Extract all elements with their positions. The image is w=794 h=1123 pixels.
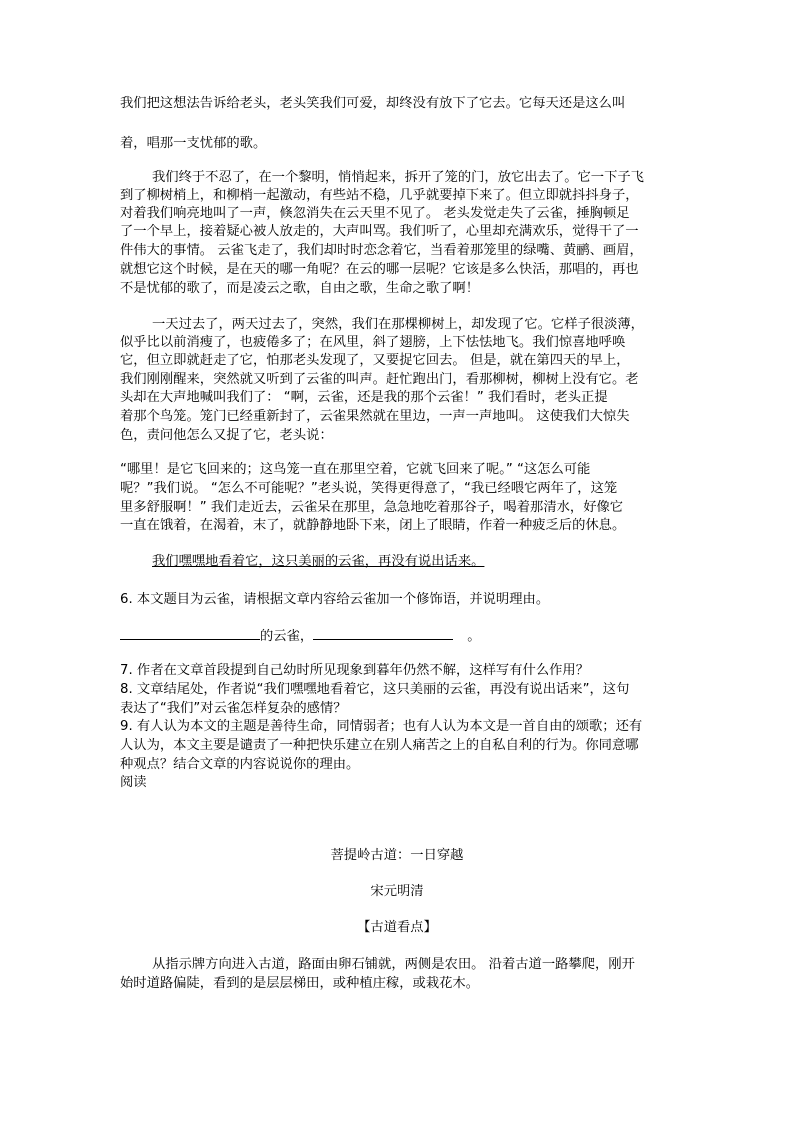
- story-p4-line-1: “哪里！是它飞回来的；这鸟笼一直在那里空着，它就飞回来了呢。” “这怎么可能: [120, 462, 591, 477]
- question-9-line-1: 9. 有人认为本文的主题是善待生命，同情弱者；也有人认为本文是一首自由的颂歌；还有: [120, 719, 643, 734]
- story-p2-line-4: 了一个早上，接着疑心被人放走的，大声叫骂。我们听了，心里却充满欢乐，觉得干了一: [120, 224, 639, 239]
- story-p4-line-2: 呢？”我们说。 “怎么不可能呢？”老头说，笑得更得意了，“我已经喂它两年了，这笼: [120, 481, 618, 496]
- question-7: 7. 作者在文章首段提到自己幼时所见现象到暮年仍然不解，这样写有什么作用？: [120, 663, 590, 678]
- question-9-line-2: 人认为，本文主要是谴责了一种把快乐建立在别人痛苦之上的自私自利的行为。你同意哪: [120, 738, 639, 753]
- story-p3-line-1: 一天过去了，两天过去了，突然，我们在那棵柳树上，却发现了它。它样子很淡薄，: [152, 317, 644, 332]
- question-6: 6. 本文题目为云雀，请根据文章内容给云雀加一个修饰语，并说明理由。: [120, 592, 550, 607]
- question-8-line-2: 表达了“我们”对云雀怎样复杂的感情？: [120, 701, 347, 716]
- story-p2-line-7: 不是忧郁的歌了，而是凌云之歌，自由之歌，生命之歌了啊！: [120, 281, 480, 296]
- answer-blank-2[interactable]: [313, 627, 453, 640]
- article-author: 宋元明清: [370, 884, 424, 899]
- story-p3-line-5: 头却在大声地喊叫我们了： “啊，云雀，还是我的那个云雀！” 我们看时，老头正提: [120, 390, 608, 405]
- fill-connector: 的云雀，: [260, 629, 314, 644]
- question-8-line-1: 8. 文章结尾处，作者说“我们嘿嘿地看着它，这只美丽的云雀，再没有说出话来”，这句: [120, 682, 630, 697]
- story-p2-line-5: 件伟大的事情。 云雀飞走了，我们却时时恋念着它，当看着那笼里的绿嘴、黄鹂、画眉，: [120, 243, 643, 258]
- story-p2-line-3: 对着我们响亮地叫了一声，倏忽消失在云天里不见了。 老头发觉走失了云雀，捶胸顿足: [120, 206, 630, 221]
- story-ending-sentence: 我们嘿嘿地看着它，这只美丽的云雀，再没有说出话来。: [152, 554, 485, 569]
- article-para-line-1: 从指示牌方向进入古道，路面由卵石铺就，两侧是农田。 沿着古道一路攀爬，刚开: [152, 957, 635, 972]
- story-p1-line-2: 着，唱那一支忧郁的歌。: [120, 136, 267, 151]
- story-p3-line-2: 似乎比以前消瘦了，也疲倦多了；在风里，斜了翅膀，上下怯怯地飞。我们惊喜地呼唤: [120, 335, 626, 350]
- story-p3-line-3: 它，但立即就赶走了它，怕那老头发现了，又要捉它回去。 但是，就在第四天的早上，: [120, 353, 630, 368]
- article-para-line-2: 始时道路偏陡，看到的是层层梯田，或种植庄稼，或栽花木。: [120, 976, 480, 991]
- question-6-fill-line: [120, 627, 480, 645]
- story-p4-line-3: 里多舒服啊！” 我们走近去，云雀呆在那里，急急地吃着那谷子，喝着那清水，好像它: [120, 500, 624, 515]
- story-p3-line-6: 着那个鸟笼。笼门已经重新封了，云雀果然就在里边，一声一声地叫。 这使我们大惊失: [120, 409, 630, 424]
- story-p2-line-6: 就想它这个时候，是在天的哪一角呢？在云的哪一层呢？它该是多么快活，那唱的，再也: [120, 262, 639, 277]
- answer-blank-1[interactable]: [120, 627, 260, 640]
- fill-end: 。: [467, 629, 481, 644]
- article-title: 菩提岭古道：一日穿越: [330, 848, 464, 863]
- reading-label: 阅读: [120, 775, 147, 790]
- story-p3-line-7: 色，责问他怎么又捉了它，老头说：: [120, 428, 333, 443]
- section-heading: 【古道看点】: [357, 920, 437, 935]
- story-p1-line-1: 我们把这想法告诉给老头，老头笑我们可爱，却终没有放下了它去。它每天还是这么叫: [120, 96, 626, 111]
- story-p2-line-1: 我们终于不忍了，在一个黎明，悄悄起来，拆开了笼的门，放它出去了。它一下子飞: [152, 170, 644, 185]
- story-p3-line-4: 我们刚刚醒来，突然就又听到了云雀的叫声。赶忙跑出门，看那柳树，柳树上没有它。老: [120, 372, 639, 387]
- story-p2-line-2: 到了柳树梢上，和柳梢一起激动，有些站不稳，几乎就要掉下来了。但立即就抖抖身子，: [120, 188, 639, 203]
- story-p4-line-4: 一直在饿着，在渴着，末了，就静静地卧下来，闭上了眼睛，作着一种疲乏后的休息。: [120, 518, 626, 533]
- question-9-line-3: 种观点？结合文章的内容说说你的理由。: [120, 757, 360, 772]
